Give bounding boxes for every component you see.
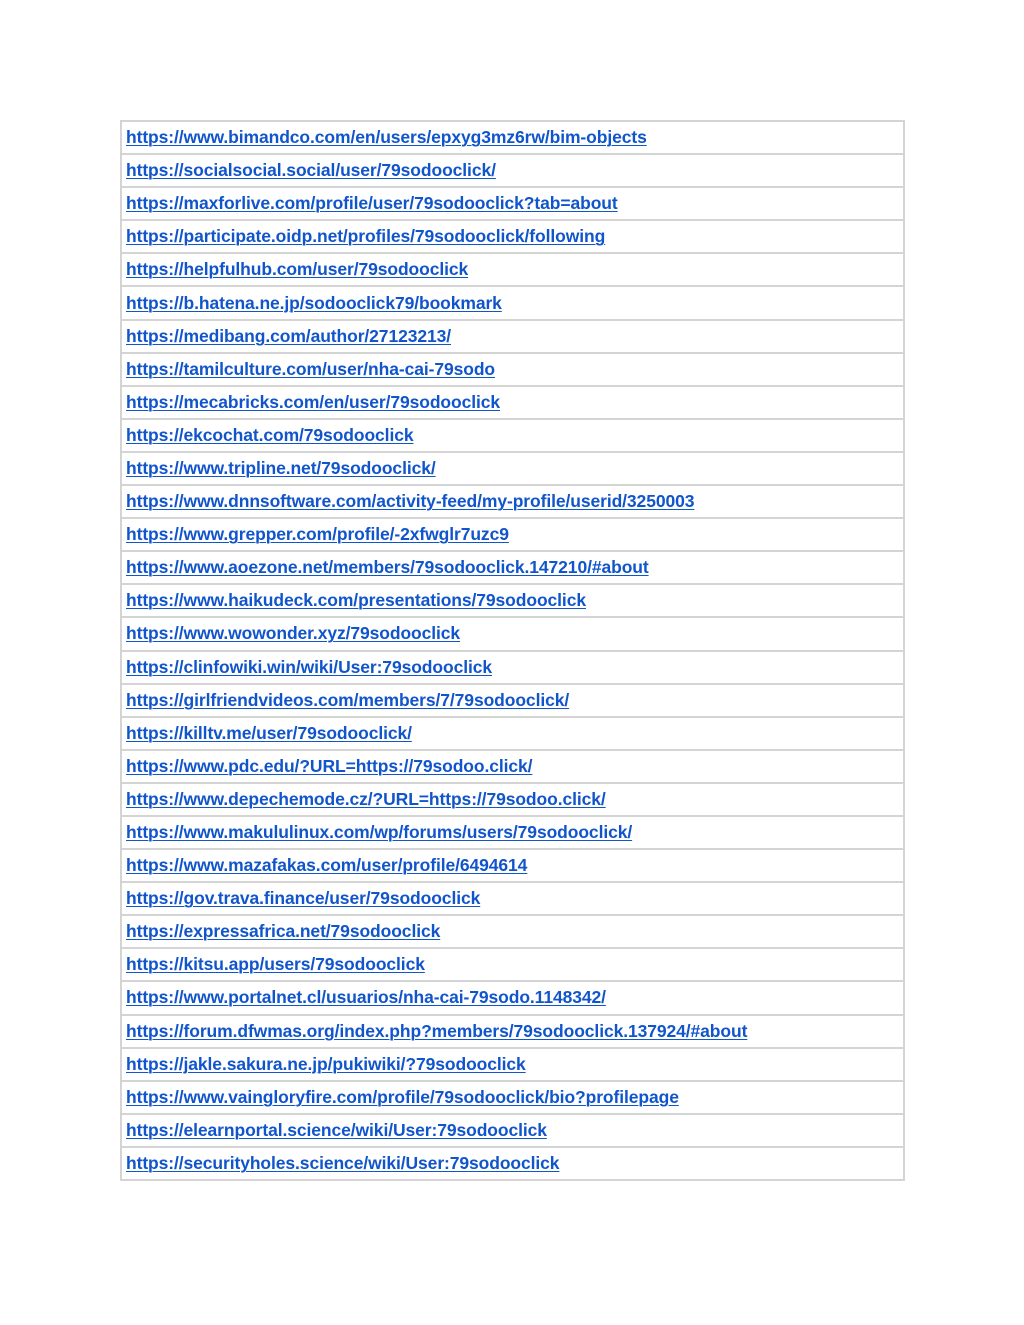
table-row (121, 286, 904, 319)
table-cell (121, 253, 904, 286)
link[interactable]: https://maxforlive.com/profile/user/79sodooclick?tab=about (126, 193, 618, 214)
table-row (121, 320, 904, 353)
link[interactable]: https://kitsu.app/users/79sodooclick (126, 954, 425, 975)
table-row (121, 253, 904, 286)
link[interactable]: https://www.wowonder.xyz/79sodooclick (126, 623, 461, 644)
link[interactable]: https://www.pdc.edu/?URL=https://79sodoo.click/ (126, 755, 533, 776)
link[interactable]: https://www.tripline.net/79sodooclick/ (126, 457, 436, 478)
table-cell (121, 684, 904, 717)
link[interactable]: https://tamilculture.com/user/nha-cai-79sodo (126, 358, 496, 379)
table-row (121, 651, 904, 684)
table-cell (121, 485, 904, 518)
link[interactable]: https://gov.trava.finance/user/79sodooclick (126, 888, 481, 909)
link[interactable]: https://b.hatena.ne.jp/sodooclick79/bookmark (126, 292, 502, 313)
table-row (121, 783, 904, 816)
link[interactable]: https://elearnportal.science/wiki/User:79sodooclick (126, 1119, 547, 1140)
table-cell (121, 617, 904, 650)
link[interactable]: https://www.dnnsoftware.com/activity-feed/my-profile/userid/3250003 (126, 491, 695, 512)
link[interactable]: https://killtv.me/user/79sodooclick/ (126, 722, 412, 743)
table-row (121, 1147, 904, 1180)
table-cell (121, 1147, 904, 1180)
table-row (121, 849, 904, 882)
table-cell (121, 584, 904, 617)
link[interactable]: https://jakle.sakura.ne.jp/pukiwiki/?79sodooclick (126, 1053, 526, 1074)
table-cell (121, 320, 904, 353)
table-row (121, 684, 904, 717)
table-row (121, 1081, 904, 1114)
table-cell (121, 353, 904, 386)
table-row (121, 584, 904, 617)
table-cell (121, 551, 904, 584)
table-cell (121, 419, 904, 452)
table-row (121, 386, 904, 419)
link[interactable]: https://www.bimandco.com/en/users/epxyg3mz6rw/bim-objects (126, 127, 647, 148)
table-row (121, 1048, 904, 1081)
table-cell (121, 816, 904, 849)
table-cell (121, 651, 904, 684)
table-row (121, 551, 904, 584)
table-row (121, 816, 904, 849)
table-cell (121, 1015, 904, 1048)
links-table (120, 120, 905, 1181)
link[interactable]: https://www.grepper.com/profile/-2xfwglr7uzc9 (126, 524, 509, 545)
table-row (121, 452, 904, 485)
link[interactable]: https://helpfulhub.com/user/79sodooclick (126, 259, 469, 280)
link[interactable]: https://girlfriendvideos.com/members/7/79sodooclick/ (126, 689, 570, 710)
link[interactable]: https://www.haikudeck.com/presentations/79sodooclick (126, 590, 586, 611)
link[interactable]: https://participate.oidp.net/profiles/79sodooclick/following (126, 226, 606, 247)
table-row (121, 154, 904, 187)
table-row (121, 617, 904, 650)
table-row (121, 915, 904, 948)
table-cell (121, 220, 904, 253)
table-cell (121, 750, 904, 783)
table-row (121, 353, 904, 386)
table-cell (121, 1114, 904, 1147)
table-cell (121, 1048, 904, 1081)
table-cell (121, 386, 904, 419)
link[interactable]: https://ekcochat.com/79sodooclick (126, 424, 414, 445)
table-row (121, 485, 904, 518)
link[interactable]: https://medibang.com/author/27123213/ (126, 325, 451, 346)
table-row (121, 981, 904, 1014)
table-row (121, 121, 904, 154)
link[interactable]: https://www.aoezone.net/members/79sodooclick.147210/#about (126, 557, 649, 578)
table-cell (121, 849, 904, 882)
table-row (121, 1015, 904, 1048)
link[interactable]: https://www.depechemode.cz/?URL=https://79sodoo.click/ (126, 788, 606, 809)
link[interactable]: https://www.makululinux.com/wp/forums/users/79sodooclick/ (126, 822, 633, 843)
table-cell (121, 717, 904, 750)
link[interactable]: https://www.portalnet.cl/usuarios/nha-cai-79sodo.1148342/ (126, 987, 606, 1008)
table-cell (121, 187, 904, 220)
link[interactable]: https://expressafrica.net/79sodooclick (126, 921, 441, 942)
table-row (121, 220, 904, 253)
link[interactable]: https://forum.dfwmas.org/index.php?members/79sodooclick.137924/#about (126, 1020, 748, 1041)
table-row (121, 948, 904, 981)
table-cell (121, 154, 904, 187)
link[interactable]: https://clinfowiki.win/wiki/User:79sodooclick (126, 656, 492, 677)
table-cell (121, 121, 904, 154)
link[interactable]: https://www.mazafakas.com/user/profile/6494614 (126, 855, 528, 876)
table-cell (121, 1081, 904, 1114)
table-row (121, 717, 904, 750)
table-row (121, 1114, 904, 1147)
table-cell (121, 882, 904, 915)
table-cell (121, 452, 904, 485)
table-cell (121, 518, 904, 551)
link[interactable]: https://securityholes.science/wiki/User:79sodooclick (126, 1152, 560, 1173)
link[interactable]: https://mecabricks.com/en/user/79sodooclick (126, 391, 501, 412)
table-cell (121, 915, 904, 948)
table-row (121, 882, 904, 915)
table-row (121, 518, 904, 551)
table-cell (121, 948, 904, 981)
links-table-body (121, 121, 904, 1180)
table-cell (121, 981, 904, 1014)
table-cell (121, 783, 904, 816)
table-row (121, 419, 904, 452)
link[interactable]: https://www.vaingloryfire.com/profile/79sodooclick/bio?profilepage (126, 1086, 679, 1107)
table-cell (121, 286, 904, 319)
table-row (121, 750, 904, 783)
link[interactable]: https://socialsocial.social/user/79sodooclick/ (126, 160, 496, 181)
table-row (121, 187, 904, 220)
